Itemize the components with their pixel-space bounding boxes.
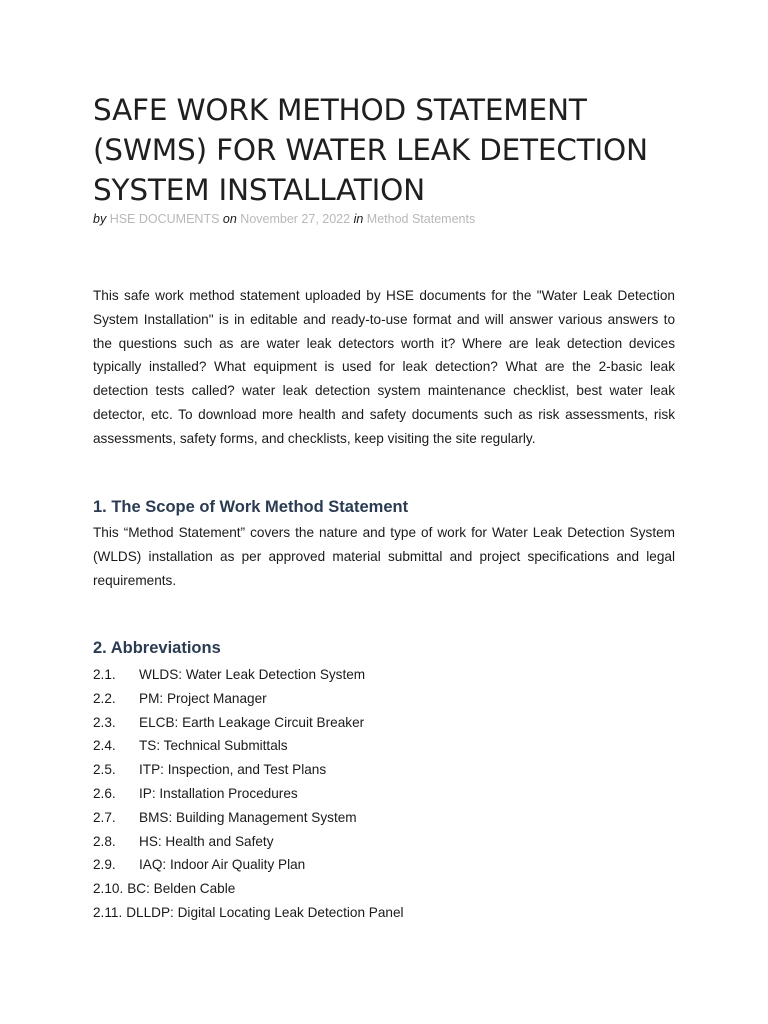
list-item-number: 2.11. <box>93 904 123 920</box>
list-item-number: 2.2. <box>93 690 116 706</box>
meta-in-label: in <box>353 212 364 226</box>
list-item <box>93 687 675 711</box>
list-item <box>93 782 675 806</box>
section-heading-abbreviations: 2. Abbreviations <box>93 639 221 657</box>
meta-by-label: by <box>93 212 107 226</box>
meta-on-label: on <box>222 212 237 226</box>
list-item-number: 2.7. <box>93 809 116 825</box>
scope-paragraph: This “Method Statement” covers the nature and type of work for Water Leak Detection System (WLDS) installation as per approved material submittal and project specifications and legal requirements. <box>93 525 675 588</box>
abbreviations-list <box>93 663 675 925</box>
list-item-text: TS: Technical Submittals <box>139 738 288 754</box>
list-item-text: BMS: Building Management System <box>139 809 357 825</box>
list-item-text: WLDS: Water Leak Detection System <box>139 667 366 682</box>
list-item-text: ELCB: Earth Leakage Circuit Breaker <box>139 714 365 730</box>
list-item-text: ITP: Inspection, and Test Plans <box>139 762 327 778</box>
list-item-text: BC: Belden Cable <box>127 881 236 897</box>
list-item <box>93 877 675 901</box>
post-meta <box>93 211 475 227</box>
list-item-number: 2.9. <box>93 857 116 873</box>
list-item <box>93 901 675 925</box>
list-item <box>93 853 675 877</box>
list-item <box>93 758 675 782</box>
intro-paragraph: This safe work method statement uploaded by HSE documents for the "Water Leak Detection System Installation" is in editable and ready-to-use format and will answer various answers to the questions such as are water leak detectors worth it? Where are leak detection devices typically installed? What equipment is used for leak detection? What are the 2-basic leak detection tests called? water leak detection system maintenance checklist, best water leak detector, etc. To download more health and safety documents such as risk assessments, risk assessments, safety forms, and checklists, keep visiting the site regularly. <box>93 288 675 446</box>
list-item-number: 2.1. <box>93 667 116 682</box>
list-item-text: DLLDP: Digital Locating Leak Detection Panel <box>126 904 404 920</box>
list-item-text: HS: Health and Safety <box>139 833 274 849</box>
author-link[interactable]: HSE DOCUMENTS <box>109 212 220 226</box>
section-heading-scope: 1. The Scope of Work Method Statement <box>93 498 409 516</box>
list-item-number: 2.10. <box>93 881 124 897</box>
date-link[interactable]: November 27, 2022 <box>240 212 351 226</box>
list-item <box>93 806 675 830</box>
list-item <box>93 734 675 758</box>
list-item <box>93 663 675 687</box>
page-title: SAFE WORK METHOD STATEMENT (SWMS) FOR WATER LEAK DETECTION SYSTEM INSTALLATION <box>93 93 648 207</box>
list-item-number: 2.6. <box>93 785 116 801</box>
list-item-number: 2.3. <box>93 714 116 730</box>
list-item-number: 2.8. <box>93 833 116 849</box>
list-item-number: 2.5. <box>93 762 116 778</box>
list-item-text: IP: Installation Procedures <box>139 785 298 801</box>
list-item-text: PM: Project Manager <box>139 690 267 706</box>
list-item <box>93 830 675 854</box>
list-item <box>93 711 675 735</box>
category-link[interactable]: Method Statements <box>366 212 476 226</box>
list-item-number: 2.4. <box>93 738 116 754</box>
list-item-text: IAQ: Indoor Air Quality Plan <box>139 857 306 873</box>
